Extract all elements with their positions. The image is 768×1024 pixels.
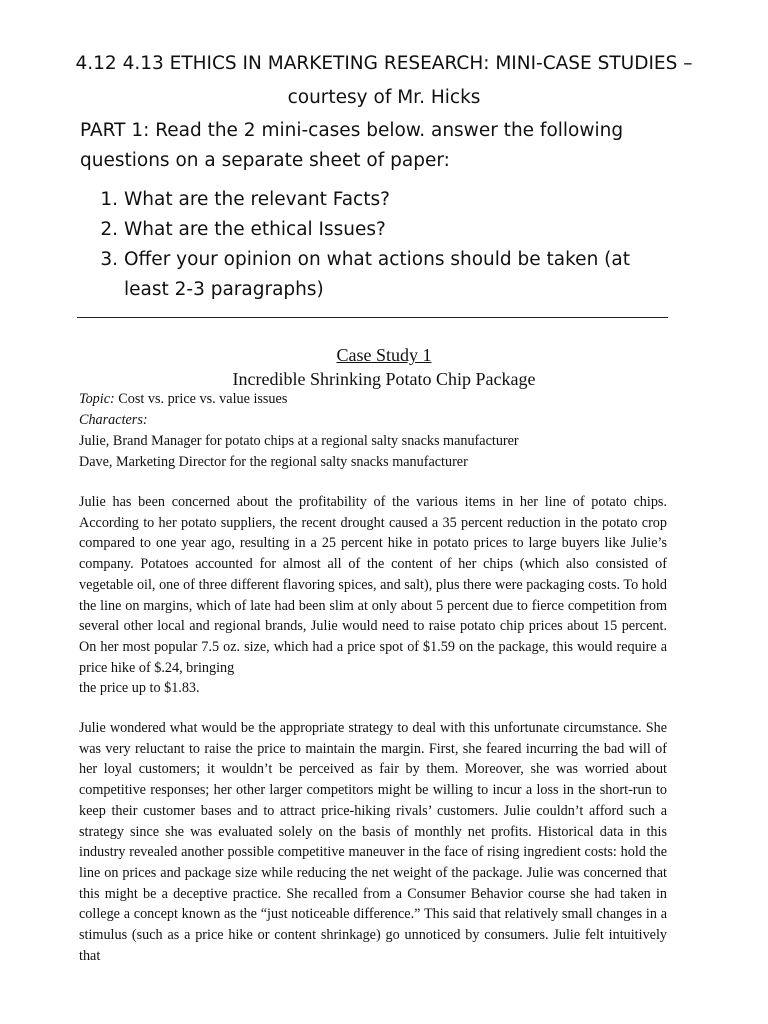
case-study-title: Case Study 1 <box>336 345 432 365</box>
case-study-meta <box>79 389 679 473</box>
list-item <box>80 245 680 305</box>
document-title-line-1: 4.12 4.13 ETHICS IN MARKETING RESEARCH: MINI-CASE STUDIES – <box>75 53 693 74</box>
topic-line <box>79 389 679 410</box>
topic-text: Cost vs. price vs. value issues <box>118 391 288 407</box>
case-study-subtitle: Incredible Shrinking Potato Chip Package <box>232 369 536 389</box>
list-item <box>80 185 680 215</box>
list-item-number: 2. <box>100 219 118 240</box>
document-title <box>60 47 708 115</box>
character-dave: Dave, Marketing Director for the regional salty snacks manufacturer <box>79 454 468 470</box>
character-julie: Julie, Brand Manager for potato chips at a regional salty snacks manufacturer <box>79 433 519 449</box>
case-study-heading <box>60 343 708 391</box>
list-item-text: What are the relevant Facts? <box>124 189 390 210</box>
list-item-number: 3. <box>100 249 118 270</box>
list-item-text: Offer your opinion on what actions should be taken (at least 2-3 paragraphs) <box>124 249 630 300</box>
list-item-number: 1. <box>100 189 118 210</box>
case-paragraph-2: Julie wondered what would be the appropriate strategy to deal with this unfortunate circumstance. She was very reluctant to raise the price to maintain the margin. First, she feared incurring the bad will of her loyal customers; it wouldn’t be perceived as fair by them. Moreover, she was worried about competitive responses; her other larger competitors might be willing to incur a loss in the short-run to keep their customer bases and to attract price-hiking rivals’ customers. Julie couldn’t afford such a strategy since she was evaluated solely on the basis of monthly net profits. Historical data in this industry revealed another possible competitive maneuver in the face of rising ingredient costs: hold the line on prices and package size while reducing the net weight of the package. Julie was concerned that this might be a deceptive practice. She recalled from a Consumer Behavior course she had taken in college a concept known as the “just noticeable difference.” This said that relatively small changes in a stimulus (such as a price hike or content shrinkage) go unnoticed by consumers. Julie felt intuitively that <box>79 720 667 964</box>
characters-label: Characters: <box>79 412 148 428</box>
document-title-line-2: courtesy of Mr. Hicks <box>287 87 481 108</box>
part1-instructions: PART 1: Read the 2 mini-cases below. answer the following questions on a separate sheet of paper: <box>80 120 624 171</box>
horizontal-divider <box>77 317 668 318</box>
list-item-text: What are the ethical Issues? <box>124 219 386 240</box>
topic-label: Topic: <box>79 391 115 407</box>
list-item <box>80 215 680 245</box>
question-list <box>80 185 680 305</box>
case-paragraph-1-tail: the price up to $1.83. <box>79 680 200 697</box>
case-paragraph-1-body: Julie has been concerned about the profitability of the various items in her line of potato chips. According to her potato suppliers, the recent drought caused a 35 percent reduction in the potato crop compared to one year ago, resulting in a 25 percent hike in potato prices to large buyers like Julie’s company. Potatoes accounted for almost all of the content of her chips (which also consisted of vegetable oil, one of three different flavoring spices, and salt), plus there were packaging costs. To hold the line on margins, which of late had been slim at only about 5 percent due to fierce competition from several other local and regional brands, Julie would need to raise potato chip prices about 15 percent. On her most popular 7.5 oz. size, which had a price spot of $1.59 on the package, this would require a price hike of $.24, bringing <box>79 494 667 676</box>
case-paragraph-1 <box>79 492 667 699</box>
